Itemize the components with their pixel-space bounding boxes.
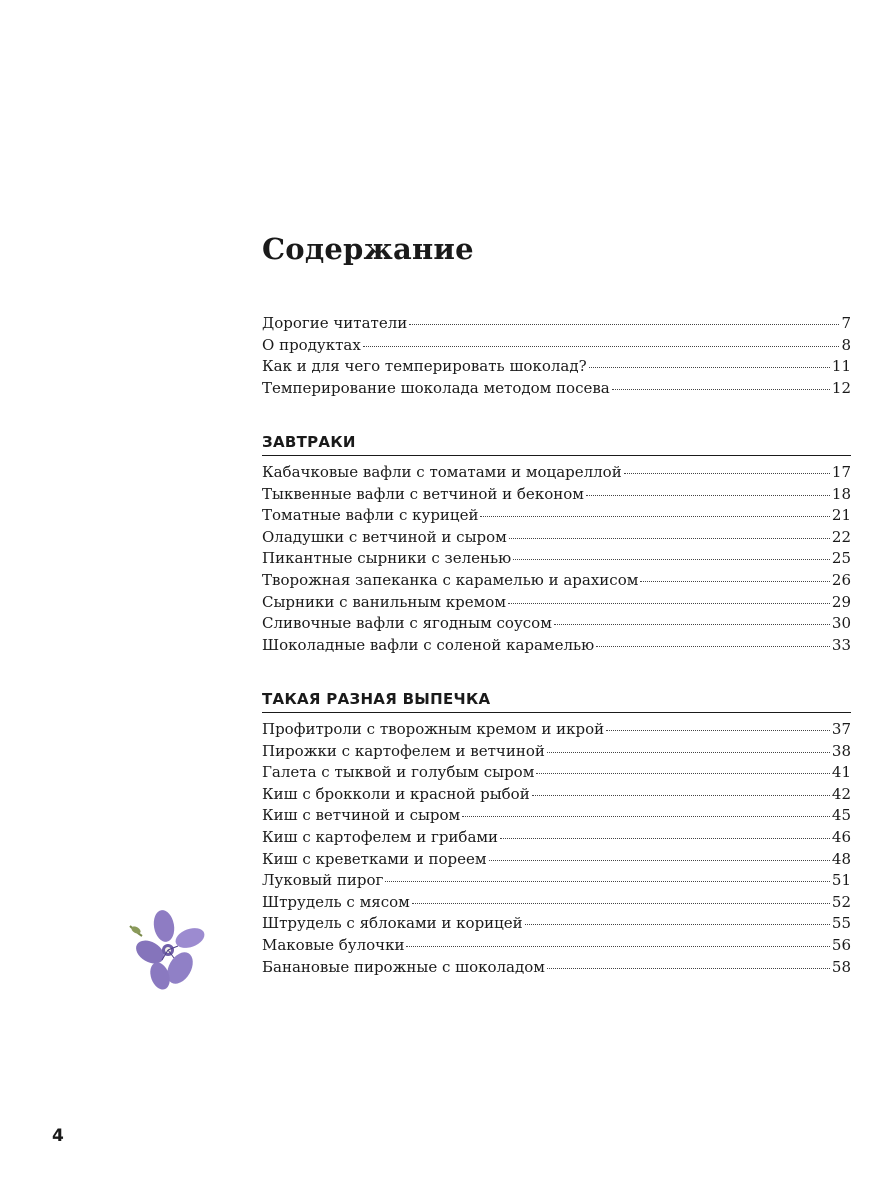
toc-entry-page: 17 xyxy=(831,463,851,481)
toc-entry[interactable] xyxy=(262,378,851,400)
toc-entry-title: Кабачковые вафли с томатами и моцареллой xyxy=(262,463,622,481)
dot-leader xyxy=(586,494,830,496)
toc-entry[interactable] xyxy=(262,741,851,763)
dot-leader xyxy=(489,859,830,861)
toc-entry[interactable] xyxy=(262,805,851,827)
toc-entry-title: Луковый пирог xyxy=(262,871,384,890)
toc-entry-page: 52 xyxy=(831,892,851,911)
toc-entry[interactable] xyxy=(262,892,851,914)
toc-entry[interactable] xyxy=(262,719,851,741)
toc-entry-title: Сливочные вафли с ягодным соусом xyxy=(262,614,552,633)
dot-leader xyxy=(462,815,830,817)
toc-entry-title: Тыквенные вафли с ветчиной и беконом xyxy=(262,484,584,503)
toc-entry-page: 30 xyxy=(831,614,851,633)
toc-entry-title: Томатные вафли с курицей xyxy=(262,506,479,525)
toc-entry-title: Киш с картофелем и грибами xyxy=(262,827,499,846)
toc-entry-title: Киш с брокколи и красной рыбой xyxy=(262,784,530,803)
toc-entry-title: Оладушки с ветчиной и сыром xyxy=(262,527,507,546)
toc-entry[interactable] xyxy=(262,505,851,527)
toc-entry[interactable] xyxy=(262,870,851,892)
toc-entry-title: Как и для чего темперировать шоколад? xyxy=(262,357,587,376)
toc-entry-page: 22 xyxy=(831,527,851,546)
toc-entry-title: Киш с ветчиной и сыром xyxy=(262,806,461,825)
dot-leader xyxy=(509,537,830,539)
toc-entry-page: 42 xyxy=(831,784,851,803)
dot-leader xyxy=(532,794,830,796)
toc-entry-title: Штрудель с мясом xyxy=(262,892,410,911)
toc-entry[interactable] xyxy=(262,827,851,849)
toc-entry-page: 33 xyxy=(831,635,851,654)
dot-leader xyxy=(385,880,830,882)
page-title: Содержание xyxy=(262,232,474,266)
toc-entry-title: Маковые булочки xyxy=(262,935,405,954)
toc-entry[interactable] xyxy=(262,913,851,935)
toc-entry[interactable] xyxy=(262,335,851,357)
toc-entry[interactable] xyxy=(262,957,851,979)
toc-entry-title: Творожная запеканка с карамелью и арахисом xyxy=(262,570,639,589)
toc-entry[interactable] xyxy=(262,592,851,614)
toc-entry-title: Киш с креветками и пореем xyxy=(262,849,487,868)
toc-entry-title: Сырники с ванильным кремом xyxy=(262,592,506,611)
toc-entry-page: 38 xyxy=(831,741,851,760)
toc-entry[interactable] xyxy=(262,613,851,635)
toc-entry[interactable] xyxy=(262,484,851,506)
toc-entry-page: 18 xyxy=(831,484,851,503)
dot-leader xyxy=(363,345,840,347)
toc-section-baking xyxy=(262,719,851,978)
toc-entry-page: 46 xyxy=(831,827,851,846)
toc-entry-title: Темперирование шоколада методом посева xyxy=(262,378,610,397)
toc-entry-title: Штрудель с яблоками и корицей xyxy=(262,914,523,933)
dot-leader xyxy=(525,923,830,925)
toc-entry-page: 37 xyxy=(831,720,851,738)
toc-entry-title: Пикантные сырники с зеленью xyxy=(262,549,512,568)
toc-entry-page: 29 xyxy=(831,592,851,611)
toc-entry[interactable] xyxy=(262,570,851,592)
toc-entry[interactable] xyxy=(262,784,851,806)
toc-entry-page: 12 xyxy=(831,378,851,397)
toc-entry-page: 58 xyxy=(831,957,851,976)
dot-leader xyxy=(589,366,830,368)
dot-leader xyxy=(624,472,830,474)
toc-entry-page: 25 xyxy=(831,549,851,568)
toc-entry[interactable] xyxy=(262,462,851,484)
dot-leader xyxy=(554,623,830,625)
toc-entry[interactable] xyxy=(262,849,851,871)
toc-entry-title: Дорогие читатели xyxy=(262,314,408,332)
dot-leader xyxy=(406,945,829,947)
dot-leader xyxy=(596,645,830,647)
dot-leader xyxy=(480,515,829,517)
page-number: 4 xyxy=(52,1126,64,1146)
dot-leader xyxy=(547,751,830,753)
toc-entry[interactable] xyxy=(262,635,851,657)
toc-entry-page: 21 xyxy=(831,506,851,525)
toc-entry-page: 51 xyxy=(831,871,851,890)
dot-leader xyxy=(513,558,830,560)
toc-entry-page: 56 xyxy=(831,935,851,954)
toc-entry-title: Пирожки с картофелем и ветчиной xyxy=(262,741,545,760)
dot-leader xyxy=(536,772,830,774)
toc-entry[interactable] xyxy=(262,762,851,784)
toc-entry-page: 7 xyxy=(841,314,851,332)
dot-leader xyxy=(500,837,830,839)
dot-leader xyxy=(612,388,830,390)
dot-leader xyxy=(606,729,830,731)
toc-entry-page: 26 xyxy=(831,570,851,589)
toc-intro xyxy=(262,313,851,399)
toc-entry-page: 11 xyxy=(831,357,851,376)
toc-entry[interactable] xyxy=(262,935,851,957)
section-heading-baking: ТАКАЯ РАЗНАЯ ВЫПЕЧКА xyxy=(262,690,851,713)
dot-leader xyxy=(412,902,830,904)
toc-entry-page: 48 xyxy=(831,849,851,868)
toc-entry-title: Банановые пирожные с шоколадом xyxy=(262,957,545,976)
toc-entry-page: 45 xyxy=(831,806,851,825)
toc-entry-page: 8 xyxy=(841,335,851,354)
toc-entry-page: 55 xyxy=(831,914,851,933)
toc-entry-page: 41 xyxy=(831,763,851,782)
violet-flower-icon xyxy=(128,908,210,994)
dot-leader xyxy=(547,967,830,969)
toc-entry-title: Профитроли с творожным кремом и икрой xyxy=(262,720,605,738)
toc-entry-title: О продуктах xyxy=(262,335,361,354)
toc-entry-title: Галета с тыквой и голубым сыром xyxy=(262,763,535,782)
dot-leader xyxy=(508,602,830,604)
toc-section-breakfasts xyxy=(262,462,851,656)
section-heading-breakfasts: ЗАВТРАКИ xyxy=(262,433,851,456)
toc-entry-title: Шоколадные вафли с соленой карамелью xyxy=(262,635,595,654)
toc-entry[interactable] xyxy=(262,548,851,570)
toc-entry[interactable] xyxy=(262,356,851,378)
dot-leader xyxy=(409,323,839,325)
toc-entry[interactable] xyxy=(262,313,851,335)
dot-leader xyxy=(640,580,830,582)
toc-entry[interactable] xyxy=(262,527,851,549)
